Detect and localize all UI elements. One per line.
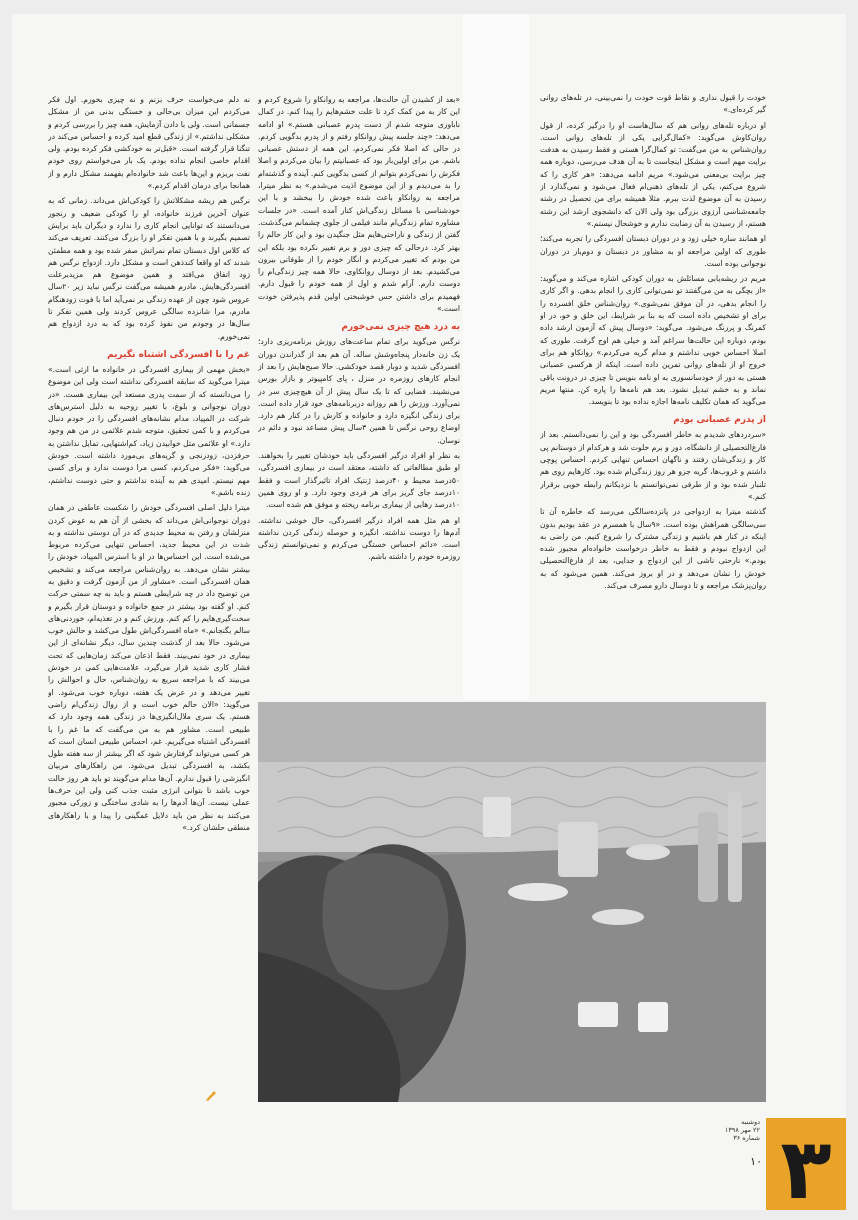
paragraph: خودت را قبول نداری و نقاط قوت خودت را نمی‌بینی، در تله‌های روانی گیر کرده‌ای.» xyxy=(540,93,766,115)
paragraph: به نظر او افراد درگیر افسردگی باید خودشان تغییر را بخواهند. او طبق مطالعاتی که داشته، معتقد است در بیماری افسردگی، ۵۰درصد محیط و ۴۰درصد ژنتیک افراد تاثیرگذار است و فقط ۱۰درصد جای گریز برای هر فردی وجود دارد. و او روی همین ۱۰درصد رهایی از بیماری برنامه ریخته و موفق هم شده است. xyxy=(258,451,460,510)
paragraph: نرگس هم ریشه مشکلاتش را کودکی‌اش می‌داند. زمانی که به عنوان آخرین فرزند خانواده، او را کودکی ضعیف و رنجور می‌دانستند که توانایی انجام کاری را ندارد و دیگران باید برایش تصمیم بگیرند و با همین تفکر او را بزرگ می‌کنند. تعریف می‌کند که کلاس اول دبستان تمام نمراتش صفر شده بود و همه مطمئن شدند که او واقعا کندذهن است و مشکل دارد. ازدواج نرگس هم زود اتفاق می‌افتد و همین موضوع هم مزیدبرعلت افسردگی‌هایش. مادرم همیشه می‌گفت نرگس نباید زیر ۲۰سال عروس شود چون از عهده زندگی بر نمی‌آید اما با فوت زودهنگام مادرم، مرا شانزده سالگی عروس کردند ولی همین تفکر تا سال‌ها در وجودم من نفوذ کرده بود که به درد ازدواج هم نمی‌خورم. xyxy=(48,196,250,341)
article-column-right xyxy=(540,92,766,700)
paragraph: گذشته میترا به ازدواجی در پانزده‌سالگی می‌رسد که خاطره آن تا سی‌سالگی همراهش بوده است. «۹سال با همسرم در عقد بودیم بدون اینکه در کنار هم باشیم و زندگی مشترک را شروع کنیم. من راضی به این ازدواج نبودم و فقط به خاطر درخواست خانواده‌ام مجبور شده بودم.» نارحتی ناشی از این ازدواج و جدایی، بعد از فارغ‌التحصیلی خودش را نشان می‌دهد و در او بروز می‌کند. همین می‌شود که به روان‌پزشک مراجعه و تا دوسال دارو مصرف می‌کند. xyxy=(540,507,766,590)
section-heading: غم را با افسردگی اشتباه نگیریم xyxy=(107,349,250,360)
section-heading: به درد هیچ چیزی نمی‌خورم xyxy=(341,322,460,333)
issue-day: دوشنبه xyxy=(741,1118,760,1126)
paragraph: او هم مثل همه افراد درگیر افسردگی، حال خوشی نداشته. آدم‌ها را دوست نداشته. انگیزه و حوصله زندگی کردن نداشته است. «دائم احساس خستگی می‌کردم و نمی‌توانستم زندگی روزمره خودم را داشته باشم. xyxy=(258,515,460,562)
section-heading: از پدرم عصبانی بودم xyxy=(673,415,766,426)
paragraph: «بخش مهمی از بیماری افسردگی در خانواده ما ارثی است.» میترا می‌گوید که سابقه افسردگی نداشته است ولی این موضوع را می‌دانسته که از سمت پدری مستعد این بیماری هست. «در دوران نوجوانی و بلوغ، با تغییر روحیه به دلیل استرس‌های شرکت در المپیاد، مدام نشانه‌های افسردگی را در خودم دنبال می‌کردم و با کمی تحقیق، متوجه شدم علائمی در من هم وجود دارد.» او علائمی مثل خوابیدن زیاد، کم‌اشتهایی، تمایل نداشتن به حرفزدن، زودرنجی و گریه‌های بی‌مورد داشته است. خودش می‌گوید: «فکر می‌کردم، کسی مرا دوست ندارد و برای کسی مهم نیستم. امیدی هم به آینده نداشتم و حتی دوست نداشتم، زنده باشم.» xyxy=(48,364,250,497)
blank-column-band xyxy=(463,14,529,700)
section-tab xyxy=(766,1118,846,1210)
section-logo xyxy=(766,1118,846,1210)
paragraph: «سردردهای شدیدم به خاطر افسردگی بود و این را نمی‌دانستم. بعد از فارغ‌التحصیلی از دانشگاه، دور و برم خلوت شد و هرکدام از دوستانم پی کار و زندگی‌شان رفتند و ناگهان احساس تنهایی کردم. احساس پوچی داشتم و غروب‌ها، گریه جزو هر روز زندگی‌ام شده بود. کارهایم روی هم تلنبار شده بود و از طرفی نمی‌توانستم با نزدیکانم رابطه خوبی برقرار کنم.» xyxy=(540,430,766,501)
paragraph: او همانند ساره خیلی زود و در دوران دبستان افسردگی را تجربه می‌کند؛ طوری که اولین مراجعه او به مشاور در دبستان و دوم‌بار در دوران نوجوانی بوده است. xyxy=(540,234,766,268)
page-number: ۱۰ xyxy=(750,1155,762,1168)
pen-icon xyxy=(204,1088,218,1102)
issue-info xyxy=(700,1118,760,1142)
paragraph: نرگس می‌گوید برای تمام ساعت‌های روزش برنامه‌ریزی دارد؛ یک زن خانه‌دار پنجاه‌وشش ساله. آن هم بعد از گذراندن دوران افسردگی شدید و دوبار قصد خودکشی. حالا صبح‌هایش را بعد از انجام کارهای روزمره در منزل ، پای کامپیوتر و بازار بورس می‌نشیند. فضایی که تا یک سال پیش از آن هیچ‌چیزی سر در نمی‌آورد. ورزش را هم روزانه دربرنامه‌های خود قرار داده است. برای زندگی انگیزه دارد و خانواده و کارش را در کنار هم دارد. اوضاع روحی نرگس تا همین ۳سال پیش مساعد نبود و دائم در نوسان. xyxy=(258,337,460,445)
paragraph: نه دلم می‌خواست حرف بزنم و نه چیزی بخورم. اول فکر می‌کردم این میزان بی‌حالی و خستگی بدنی من از مشکل جسمانی است. ولی با دادن آزمایش، همه چیز را بررسی کردم و مشکلی نداشتم.» از زندگی قطع امید کرده و احساس می‌کند در تنگنا قرار گرفته است. «قبل‌تر به خودکشی فکر کرده بودم. ولی اقدام خاصی انجام نداده بودم. یک بار می‌خواستم روی خودم نفت بریزم و این‌ها باعث شد خانواده‌ام بفهمند مشکل دارم و از همانجا برای درمان اقدام کردم.» xyxy=(48,95,250,191)
article-column-middle xyxy=(258,94,460,698)
paragraph: میترا دلیل اصلی افسردگی خودش را شکست عاطفی در همان دوران نوجوانی‌اش می‌داند که بخشی از آن هم به عوض کردن منزلشان و رفتن به محیط جدیدی که در آن دوستی نداشته و به شدت در این محیط جدید، احساس تنهایی می‌کرده مربوط می‌شده است. این احساس‌ها در او با استرس المپیاد، خودش را بیشتر نشان می‌دهد. به روان‌شناس مراجعه می‌کند و تشخیص همان افسردگی است. «مشاور از من آزمون گرفت و دقیق به من توضیح داد در چه شرایطی هستم و باید به چه سمتی حرکت کنم. او گفته بود بیشتر در جمع خانواده و دوستان قرار بگیرم و سخت‌گیری‌هایم را کم کنم. ورزش کنم و در تغذیه‌ام، خوردنی‌های سالم بگنجانم.» «ماه افسردگی‌اش طول می‌کشد و حالش خوب می‌شود. حالا بعد از گذشت چندین سال، دیگر نشانه‌ای از این بیماری در خود نمی‌بیند. فقط اذعان می‌کند زمان‌هایی که تحت فشار کاری شدید قرار می‌گیرد، علامت‌هایی کمی در خودش می‌بیند که با مراجعه سریع به روان‌شناس، حال و احوالش را تغییر می‌دهد و در عرض یک هفته، دوباره خوب می‌شود. او می‌گوید: «الان حالم خوب است و از روال زندگی‌ام راضی هستم. یک سری ملال‌انگیزی‌ها در زندگی همه وجود دارد که طبیعی است. مشاور هم به من می‌گفت که ما غم را با افسردگی اشتباه می‌گیریم. غم، احساس طبیعی انسان است که هر کسی می‌تواند گرفتارش شود که اگر بیشتر از سه هفته طول بکشد، به افسردگی تبدیل می‌شود. من راهکارهای مربیان انگیزشی را قبول ندارم. آن‌ها مدام می‌گویند تو باید هر روز حالت خوب باشد تا بتوانی انرژی مثبت جذب کنی ولی این حرف‌ها عملی نیست. آن‌ها آدم‌ها را به شادی ساختگی و زورکی مجبور می‌کنند به نظر من باید دلایل غمگینی را پیدا و با راهکارهای منطقی حلشان کرد.» xyxy=(48,503,250,832)
paragraph: «بعد از کشیدن آن حالت‌ها، مراجعه به روانکاو را شروع کردم و این کار به من کمک کرد تا علت خشم‌هایم را پیدا کنم. در کمال ناباوری متوجه شدم از دست پدرم عصبانی هستم.» او ادامه می‌دهد: «چند جلسه پیش روانکاو رفتم و از پدرم بدگویی کردم. در حالی که اصلا فکر نمی‌کردم، این همه از دستش عصبانی باشم. من برای اولین‌بار بود که عصبانیتم را بیان می‌کردم و اصلا فکرش را نمی‌کردم بتوانم از کسی بدگویی کنم. آینده و گذشته‌ام را بد می‌دیدم و از این موضوع اذیت می‌شدم.» به نظر میترا، مراجعه به روانکاو باعث شده خودش را ببخشد و با این خودشناسی با مسائل زندگی‌اش کنار آمده است. «در جلسات مشاوره تمام زندگی‌ام مانند فیلمی از جلوی چشمانم می‌گذشت. گفتن از زندگی و ناراحتی‌هایم مثل جنگیدن بود و این کار حالم را بهتر کرد. درحالی که چیزی دور و برم تغییر نکرده بود بلکه این من بودم که تغییر می‌کردم و انگار خودم را از طوفانی بیرون می‌کشیدم. بعد از دوسال روانکاوی، حالا همه چیز زندگی‌ام را دوست دارم. آرام شدم و اول از همه خودم را قبول دارم. فهمیدم برای داشتن حس خوشبختی اولین قدم پذیرفتن خودت است.» xyxy=(258,95,460,314)
paragraph: او درباره تله‌های روانی هم که سال‌هاست او را درگیر کرده، از قول روان‌کاوش می‌گوید: «کمال‌گرایی یکی از تله‌های روانی است. روان‌شناس به من می‌گفت: تو کمال‌گرا هستی و فقط رسیدن به هدفت برایت مهم است و مشکل اینجاست تا به آن هدف می‌رسی، دوباره همه چیز برایت بی‌معنی می‌شود.» مریم ادامه می‌دهد: «هر کاری را که شروع می‌کنم، یکی از تله‌های ذهنی‌ام فعال می‌شود و نمی‌گذارد از رسیدن به آن موضوع لذت ببرم. مثلا همیشه برای من تحصیل در رشته جامعه‌شناسی آرزوی بزرگی بود ولی الان که دانشجوی ارشد این رشته هستم، از رسیدن به آن رضایت ندارم و خوشحال نیستم.» xyxy=(540,120,766,228)
article-photo xyxy=(258,702,766,1102)
issue-date: ۲۲ مهر ۱۳۹۸ xyxy=(724,1126,760,1134)
paragraph: مریم در ریشه‌یابی مسائلش به دوران کودکی اشاره می‌کند و می‌گوید: «از بچگی به من می‌گفتند تو نمی‌توانی کاری را انجام بدهی. و اگر کاری را انجام بدهی، در آن موفق نمی‌شوی.» روان‌شناس خلق افسرده را برای او تشخیص داده است که به بنا بر شرایط، این خلق و خو، در او کمرنگ و پررنگ می‌شود. می‌گوید: «دوسال پیش که آزمون ارشد داده بودم، دوباره این حالت‌ها سراغم آمد و خیلی هم اوج گرفت. طوری که اصلا احساس خوبی نداشتم و مدام گریه می‌کردم.» روانکاو هم برای خروج او از تله‌های روانی تمرین داده است. اینکه از هرکسی عصبانی هستی به دور از خودسانسوری به او نامه بنویس تا چیزی در درونت باقی نماند و به خشم تبدیل نشود. بعد هم نامه‌ها را پاره کن. منتها مریم می‌گوید که همان تکلیف نامه‌ها اجازه نداده بود تا بنویسد. xyxy=(540,274,766,407)
issue-number: شماره ۳۶ xyxy=(733,1134,760,1142)
section-logo-glyph: ۳ xyxy=(780,1120,832,1210)
article-column-left xyxy=(48,94,250,1104)
photo-illustration xyxy=(258,702,766,1102)
